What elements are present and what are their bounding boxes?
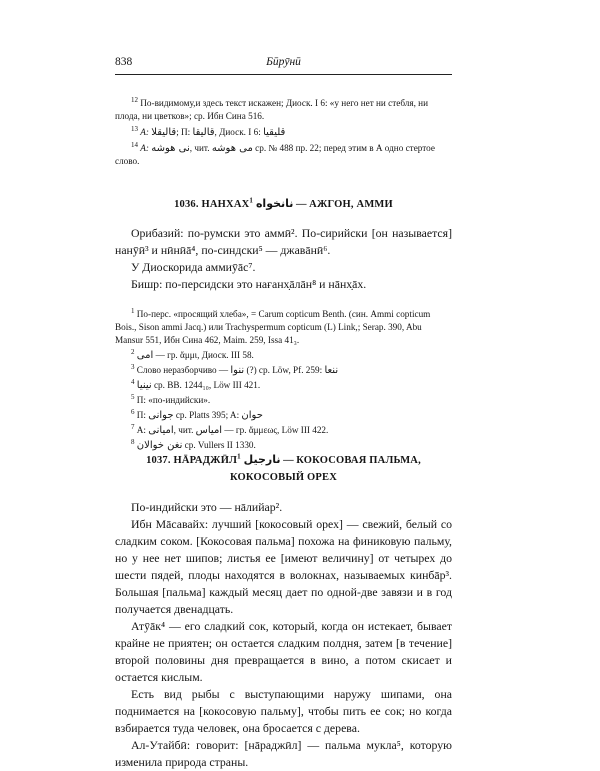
entry-1037-body <box>115 499 452 771</box>
notes-top <box>115 97 452 168</box>
paragraph: По-индийски это — нāлийар². <box>131 500 283 514</box>
footnote-5: $^5$ П: «по-индийски». <box>131 392 211 405</box>
paragraph: Атӯāк⁴ — его сладкий сок, который, когда он истекает, бывает крайне не приятен; он остается сладким полдня, затем [в течение] второй половины дня превращается в вино, а потом скисает и остается кислым. <box>115 619 452 684</box>
entry-1036-notes <box>115 308 452 452</box>
paragraph: Орибазий: по-румски это аммӣ². По-сирийски [он называется] нанӯӣ³ и нӣнӣā⁴, по-синдски⁵ — джавāнӣ⁶. <box>115 226 452 257</box>
footnote-6: $^6$ П: جوانى ср. Platts 395; A: حوان <box>131 407 263 421</box>
footnote-2: $^2$ امى — гр. ἄμμι, Диоск. III 58. <box>131 347 254 361</box>
footnote-13: $^{13}$ А: قاليقلا; П: قاليقا, Диоск. I 6: قليقيا <box>131 124 286 138</box>
paragraph: Бишр: по-персидски это нағанх̣āлāн⁸ и нāнх̣āх. <box>131 277 367 291</box>
footnote-8: $^8$ نغن خوالان ср. Vullers II 1330. <box>131 437 256 451</box>
footnote-3: $^3$ Слово неразборчиво — ننوا (?) ср. Löw, Pf. 259: ننعا <box>131 362 339 376</box>
footnote-7: $^7$ А: امیانی, чит. امياس — гр. ἄμμεως, Löw III 422. <box>131 422 329 436</box>
footnote-1: $^1$ По-перс. «просящий хлеба», = Carum copticum Benth. (син. Ammi copticum Bois., Sison ammi Jacq.) или Trachyspermum copticum (L) Link,; Serap. 390, Abu Mansur 551, Ибн Сина 462, Maim. 259, Issa 41₃. <box>115 306 431 345</box>
entry-1037-heading: 1037. НĀРАДЖӢЛ$^1$ نارجيل — КОКОСОВАЯ ПАЛЬМА, КОКОСОВЫЙ ОРЕХ <box>146 452 421 483</box>
footnote-14: $^{14}$ А: نى هوشه, чит. مى هوشه ср. № 488 пр. 22; перед этим в А одно стертое слово. <box>115 140 435 166</box>
header-rule <box>115 74 452 75</box>
page-number: 838 <box>115 56 133 68</box>
entry-1036-heading: 1036. НАНХАХ$^1$ نانخواه — АЖГОН, АММИ <box>174 196 393 210</box>
paragraph: У Диоскорида аммиӯāс⁷. <box>131 260 256 274</box>
footnote-4: $^4$ نينيا ср. ВВ. 1244₁₀, Löw III 421. <box>131 377 261 391</box>
page-header <box>115 56 452 74</box>
entry-1036-body <box>115 225 452 293</box>
paragraph: Есть вид рыбы с выступающими наружу шипами, она поднимается на [кокосовую пальму], чтобы пить ее сок; но когда взбирается туда человек, она бросается с дерева. <box>115 687 452 735</box>
paragraph: Ал-Утайбӣ: говорит: [нāраджӣл] — пальма мукла⁵, которую изменила природа страны. <box>115 738 452 769</box>
footnote-12: $^{12}$ По-видимому,и здесь текст искажен; Диоск. I 6: «у него нет ни стебля, ни плода, ни цветков»; ср. Ибн Сина 516. <box>115 95 428 121</box>
running-title: Бӣрӯнӣ <box>266 56 301 68</box>
paragraph: Ибн Мāсавайх: лучший [кокосовый орех] — свежий, белый со сладким соком. [Кокосовая пальма] похожа на финиковую пальму, но у нее нет шипов; листья ее [имеют величину] от четырех до шести пядей, плоды находятся в волокнах, называемых кинбāр³. Большая [пальма] каждый месяц дает по одной-две завязи и в год получается двенадцать. <box>115 517 452 616</box>
